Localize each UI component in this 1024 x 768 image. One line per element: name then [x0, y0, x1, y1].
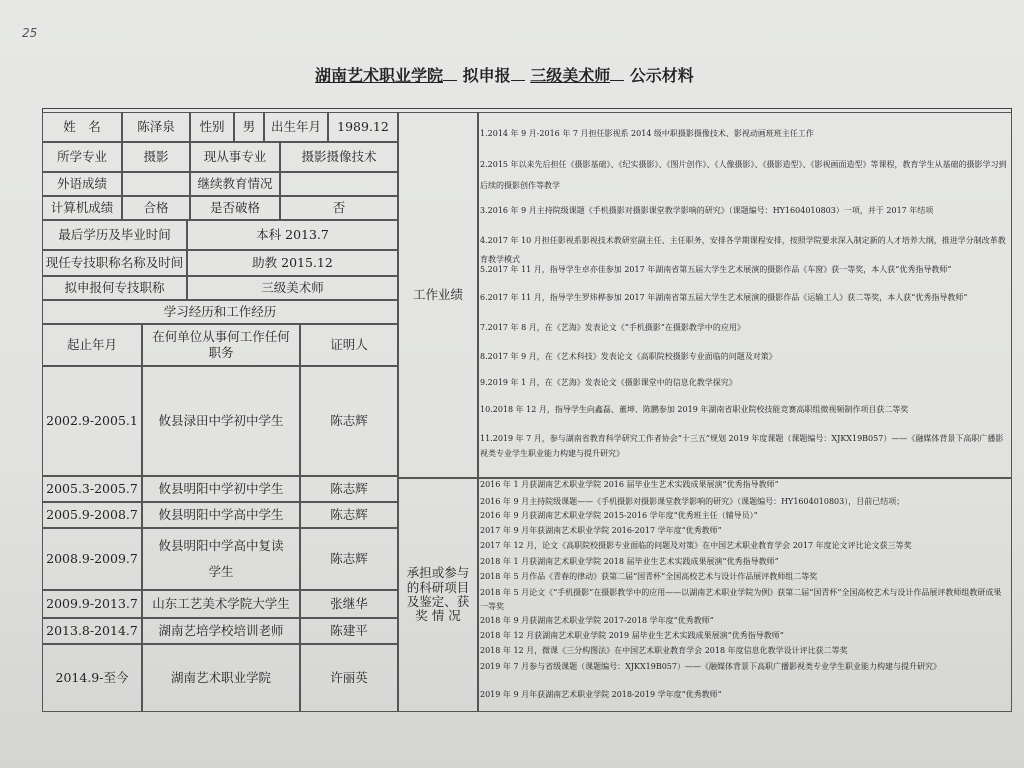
cur-title-label: 现任专技职称名称及时间 — [42, 250, 187, 276]
history-unit-3: 攸县明阳中学高中学生 — [142, 502, 300, 528]
history-time-3: 2005.9-2008.7 — [42, 502, 142, 528]
research-item-8: 2018 年 5 月论文《“手机摄影”在摄影教学中的应用——以湖南艺术职业学院为例》获第二届“国青杯”全国高校艺术与设计作品展评教师组教研成果一等奖 — [480, 588, 1002, 611]
history-unit-4: 攸县明阳中学高中复读学生 — [142, 528, 300, 590]
birth-label: 出生年月 — [264, 112, 328, 142]
history-header: 学习经历和工作经历 — [42, 300, 398, 324]
work-item-4: 4.2017 年 10 月担任影视系影视技术教研室副主任、主任职务，安排各学期课程安排，按照学院要求深入制定新的人才培养大纲，推进学分制改革教育教学模式 — [480, 236, 1006, 264]
history-witness-4: 陈志辉 — [300, 528, 398, 590]
research-item-3: 2016 年 9 月获湖南艺术职业学院 2015-2016 学年度“优秀班主任（辅导员）” — [480, 511, 758, 520]
work-item-8: 8.2017 年 9 月，在《艺术科技》发表论文《高职院校摄影专业面临的问题及对策》 — [480, 352, 777, 361]
name-value: 陈泽泉 — [122, 112, 190, 142]
edu-label: 最后学历及毕业时间 — [42, 220, 187, 250]
work-label: 现从事专业 — [190, 142, 280, 172]
history-unit-6: 湖南艺培学校培训老师 — [142, 618, 300, 644]
gender-value: 男 — [234, 112, 264, 142]
col-unit-header: 在何单位从事何工作任何职务 — [142, 324, 300, 366]
history-witness-7: 许丽英 — [300, 644, 398, 712]
computer-value: 合格 — [122, 196, 190, 220]
name-label: 姓 名 — [42, 112, 122, 142]
history-time-1: 2002.9-2005.1 — [42, 366, 142, 476]
work-item-9: 9.2019 年 1 月，在《艺海》发表论文《摄影课堂中的信息化教学探究》 — [480, 378, 737, 387]
foreign-label: 外语成绩 — [42, 172, 122, 196]
history-time-7: 2014.9-至今 — [42, 644, 142, 712]
history-witness-5: 张继华 — [300, 590, 398, 618]
work-item-10: 10.2018 年 12 月，指导学生向鑫磊、董坤、陈鹏参加 2019 年湖南省职业院校技能竞赛高职组微视频制作项目获二等奖 — [480, 405, 909, 414]
apply-label: 拟申报何专技职称 — [42, 276, 187, 300]
history-time-2: 2005.3-2005.7 — [42, 476, 142, 502]
history-unit-1: 攸县渌田中学初中学生 — [142, 366, 300, 476]
major-label: 所学专业 — [42, 142, 122, 172]
exempt-value: 否 — [280, 196, 398, 220]
page-number: 25 — [22, 26, 38, 40]
cont-value — [280, 172, 398, 196]
col-witness-header: 证明人 — [300, 324, 398, 366]
research-item-12: 2019 年 7 月参与省级课题（课题编号：XJKX19B057）——《融媒体背景下高职广播影视类专业学生职业能力构建与提升研究》 — [480, 662, 941, 671]
title-rank: 三级美术师 — [530, 66, 611, 85]
birth-value: 1989.12 — [328, 112, 398, 142]
work-value: 摄影摄像技术 — [280, 142, 398, 172]
work-item-6: 6.2017 年 11 月，指导学生罗炜桦参加 2017 年湖南省第五届大学生艺术展演的摄影作品《运输工人》获二等奖，本人获“优秀指导教师” — [480, 293, 968, 302]
history-unit-7: 湖南艺术职业学院 — [142, 644, 300, 712]
title-school: 湖南艺术职业学院 — [315, 66, 444, 85]
exempt-label: 是否破格 — [190, 196, 280, 220]
section-work-label: 工作业绩 — [398, 112, 478, 478]
history-unit-2: 攸县明阳中学初中学生 — [142, 476, 300, 502]
research-item-2: 2016 年 9 月主持院级课题——《手机摄影对摄影课堂教学影响的研究》（课题编号：HY1604010803），目前已结项； — [480, 497, 905, 506]
work-item-7: 7.2017 年 8 月，在《艺海》发表论文《“手机摄影”在摄影教学中的应用》 — [480, 323, 745, 332]
research-item-7: 2018 年 5 月作品《青春的律动》获第二届“国青杯”全国高校艺术与设计作品展评教师组二等奖 — [480, 572, 818, 581]
research-item-5: 2017 年 12 月，论文《高职院校摄影专业面临的问题及对策》在中国艺术职业教育学会 2017 年度论文评比论文获三等奖 — [480, 541, 912, 550]
research-item-11: 2018 年 12 月，微课《三分构图法》在中国艺术职业教育学会 2018 年度信息化教学设计评比获二等奖 — [480, 646, 848, 655]
section-research-label: 承担或参与的科研项目及鉴定、获奖 情 况 — [398, 478, 478, 712]
history-time-4: 2008.9-2009.7 — [42, 528, 142, 590]
history-witness-1: 陈志辉 — [300, 366, 398, 476]
research-item-13: 2019 年 9 月年获湖南艺术职业学院 2018-2019 学年度“优秀教师” — [480, 690, 722, 699]
research-item-9: 2018 年 9 月获湖南艺术职业学院 2017-2018 学年度“优秀教师” — [480, 616, 714, 625]
research-item-6: 2018 年 1 月获湖南艺术职业学院 2018 届毕业生艺术实践成果展演“优秀指导教师” — [480, 557, 779, 566]
apply-value: 三级美术师 — [187, 276, 398, 300]
title-apply: 拟申报 — [462, 66, 511, 85]
history-witness-6: 陈建平 — [300, 618, 398, 644]
work-item-3: 3.2016 年 9 月主持院级课题《手机摄影对摄影课堂教学影响的研究》（课题编号：HY1604010803）一项，并于 2017 年结项 — [480, 206, 934, 215]
history-time-6: 2013.8-2014.7 — [42, 618, 142, 644]
edu-value: 本科 2013.7 — [187, 220, 398, 250]
foreign-value — [122, 172, 190, 196]
history-time-5: 2009.9-2013.7 — [42, 590, 142, 618]
work-item-5: 5.2017 年 11 月，指导学生卓亦佳参加 2017 年湖南省第五届大学生艺术展演的摄影作品《车窗》获一等奖，本人获“优秀指导教师” — [480, 265, 952, 274]
work-item-11: 11.2019 年 7 月，参与湖南省教育科学研究工作者协会“十三五”规划 2019 年度课题（课题编号：XJKX19B057）——《融媒体背景下高职广播影视类专业学生职业能力构建与提升研究》 — [480, 434, 1004, 458]
cont-label: 继续教育情况 — [190, 172, 280, 196]
computer-label: 计算机成绩 — [42, 196, 122, 220]
history-unit-5: 山东工艺美术学院大学生 — [142, 590, 300, 618]
col-time-header: 起止年月 — [42, 324, 142, 366]
research-item-4: 2017 年 9 月年获湖南艺术职业学院 2016-2017 学年度“优秀教师” — [480, 526, 722, 535]
cur-title-value: 助教 2015.12 — [187, 250, 398, 276]
history-witness-3: 陈志辉 — [300, 502, 398, 528]
history-witness-2: 陈志辉 — [300, 476, 398, 502]
research-item-1: 2016 年 1 月获湖南艺术职业学院 2016 届毕业生艺术实践成果展演“优秀指导教师” — [480, 480, 779, 489]
title-suffix: 公示材料 — [629, 66, 694, 85]
page-title — [315, 63, 694, 86]
work-item-1: 1.2014 年 9 月-2016 年 7 月担任影视系 2014 级中职摄影摄像技术、影视动画班班主任工作 — [480, 129, 814, 138]
major-value: 摄影 — [122, 142, 190, 172]
work-item-2: 2.2015 年以来先后担任《摄影基础》、《纪实摄影》、《图片创作》、《人像摄影》、《摄影造型》、《影视画面造型》等课程，教育学生从基础的摄影学习到后续的摄影创作等教学 — [480, 160, 1007, 190]
research-item-10: 2018 年 12 月获湖南艺术职业学院 2019 届毕业生艺术实践成果展演“优秀指导教师” — [480, 631, 784, 640]
gender-label: 性别 — [190, 112, 234, 142]
